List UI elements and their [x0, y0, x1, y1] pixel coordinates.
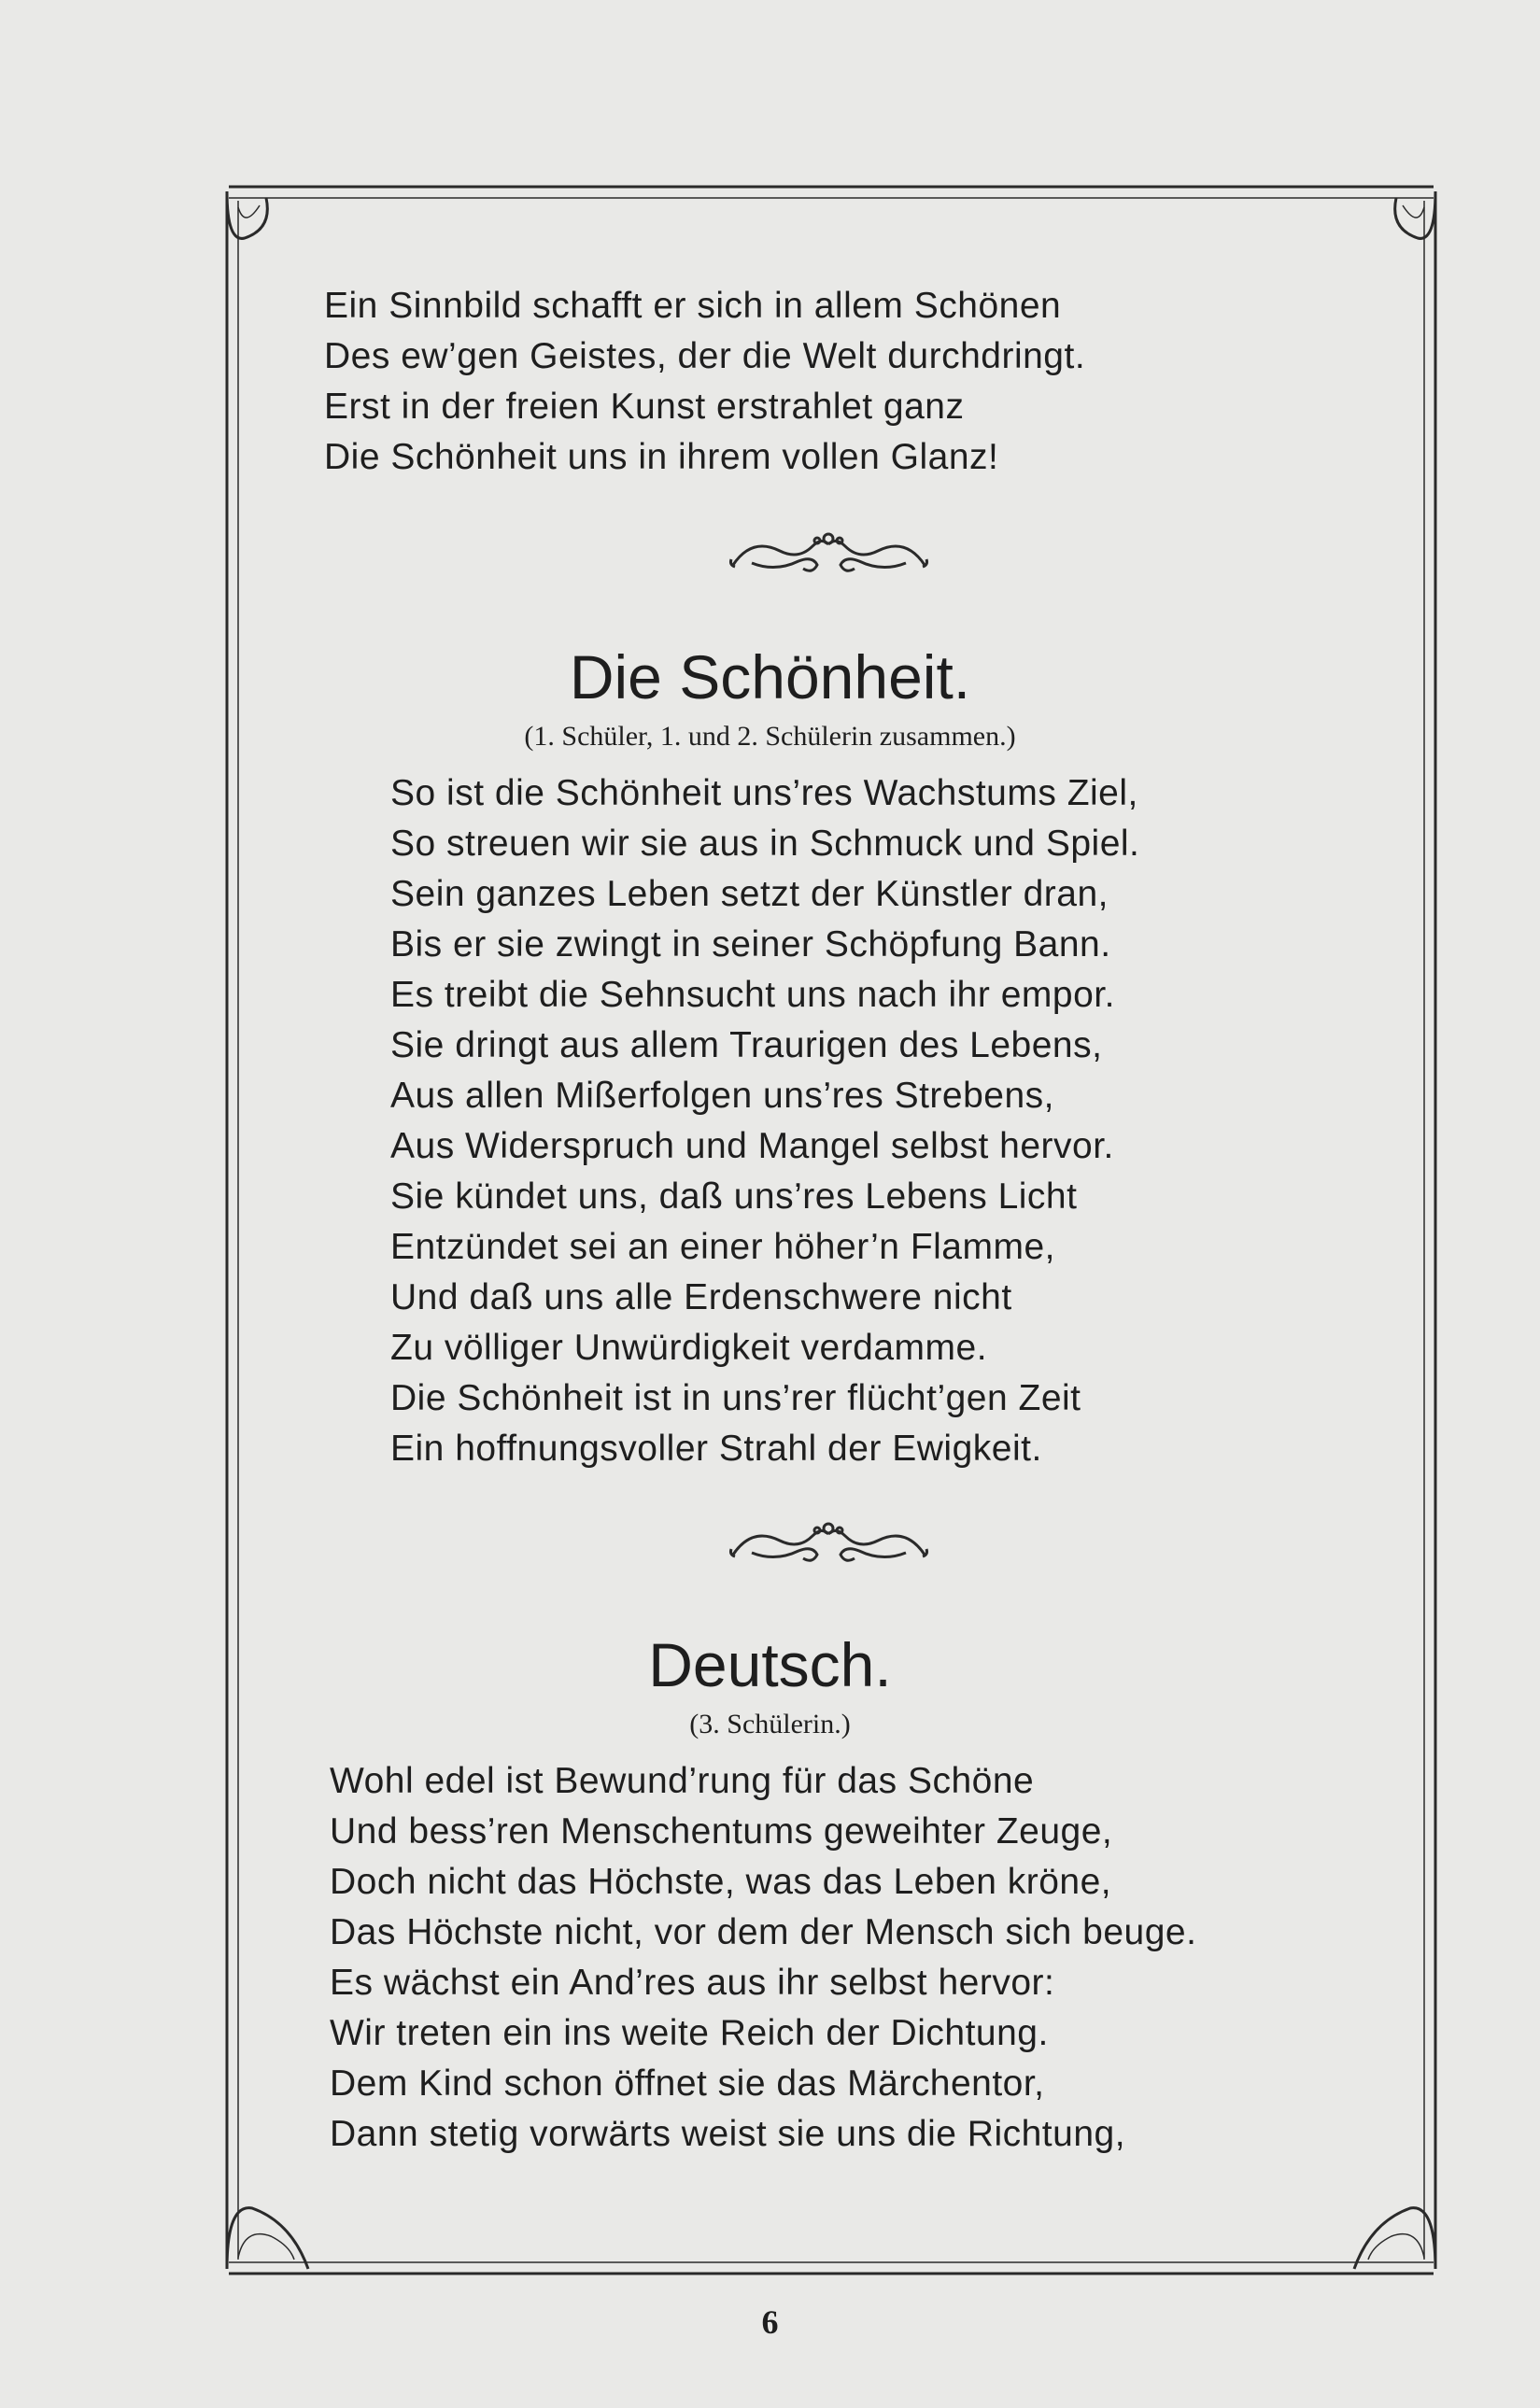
- poem-line: Sie dringt aus allem Traurigen des Lebens,: [390, 1025, 1103, 1065]
- ornament-divider-icon: [724, 1517, 934, 1573]
- page-number: 6: [761, 2303, 779, 2341]
- poem-line: Sie kündet uns, daß uns’res Lebens Licht: [390, 1176, 1078, 1217]
- poem-line: Aus allen Mißerfolgen uns’res Strebens,: [390, 1076, 1055, 1116]
- poem-line: Es treibt die Sehnsucht uns nach ihr empor.: [390, 975, 1115, 1015]
- poem-line: Ein hoffnungsvoller Strahl der Ewigkeit.: [390, 1429, 1042, 1469]
- poem-line: Sein ganzes Leben setzt der Künstler dran,: [390, 874, 1109, 914]
- poem-line: Dem Kind schon öffnet sie das Märchentor,: [330, 2063, 1045, 2104]
- poem-line: Doch nicht das Höchste, was das Leben kröne,: [330, 1862, 1112, 1902]
- poem-line: Und bess’ren Menschentums geweihter Zeuge,: [330, 1811, 1113, 1852]
- poem-line: Und daß uns alle Erdenschwere nicht: [390, 1277, 1012, 1317]
- section-title: Die Schönheit.: [569, 642, 971, 711]
- poem-line: So streuen wir sie aus in Schmuck und Spiel.: [390, 824, 1140, 864]
- intro-line: Des ew’gen Geistes, der die Welt durchdringt.: [324, 336, 1086, 376]
- poem-line: Bis er sie zwingt in seiner Schöpfung Bann.: [390, 924, 1111, 965]
- poem-line: Zu völliger Unwürdigkeit verdamme.: [390, 1328, 988, 1368]
- section-subtitle: (3. Schülerin.): [689, 1709, 851, 1739]
- poem-line: Die Schönheit ist in uns’rer flücht’gen Zeit: [390, 1378, 1081, 1418]
- poem-line: Wir treten ein ins weite Reich der Dichtung.: [330, 2013, 1049, 2053]
- ornament-divider-icon: [724, 528, 934, 584]
- section-title: Deutsch.: [648, 1630, 892, 1699]
- intro-line: Die Schönheit uns in ihrem vollen Glanz!: [324, 437, 999, 477]
- poem-line: Es wächst ein And’res aus ihr selbst hervor:: [330, 1963, 1055, 2003]
- intro-line: Erst in der freien Kunst erstrahlet ganz: [324, 387, 965, 427]
- poem-line: Aus Widerspruch und Mangel selbst hervor.: [390, 1126, 1114, 1166]
- poem-line: Entzündet sei an einer höher’n Flamme,: [390, 1227, 1055, 1267]
- poem-line: Wohl edel ist Bewund’rung für das Schöne: [330, 1761, 1035, 1801]
- section-subtitle: (1. Schüler, 1. und 2. Schülerin zusammen.): [524, 721, 1016, 752]
- poem-line: Dann stetig vorwärts weist sie uns die Richtung,: [330, 2114, 1126, 2154]
- poem-line: Das Höchste nicht, vor dem der Mensch sich beuge.: [330, 1912, 1197, 1952]
- intro-line: Ein Sinnbild schafft er sich in allem Schönen: [324, 286, 1062, 326]
- poem-line: So ist die Schönheit uns’res Wachstums Ziel,: [390, 773, 1138, 813]
